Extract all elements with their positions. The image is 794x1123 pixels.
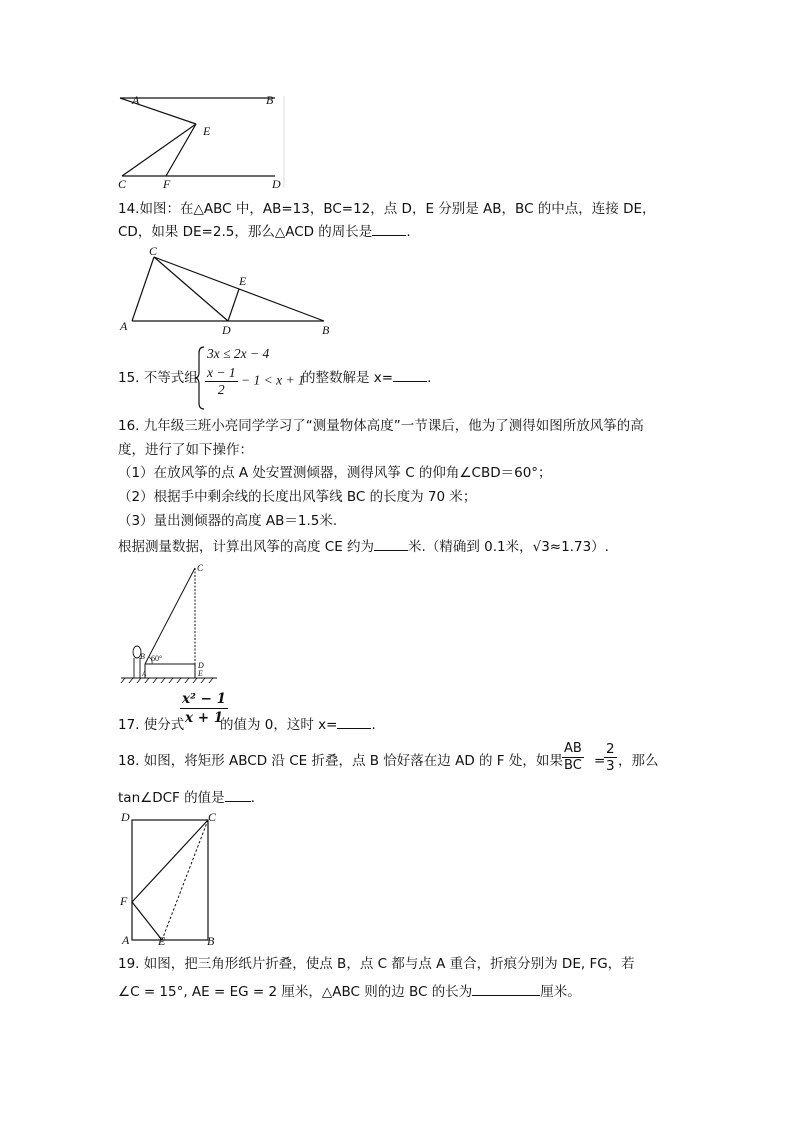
label-D: D	[222, 323, 231, 337]
q17-prefix: 17. 使分式	[118, 717, 185, 733]
q18-frac1-num: AB	[564, 741, 582, 756]
label-C: C	[197, 563, 204, 573]
q16-line-last-end: 米.（精确到 0.1米，√3≈1.73）.	[408, 539, 609, 555]
q16-step3: （3）量出测倾器的高度 AB＝1.5米.	[118, 513, 338, 529]
label-A: A	[120, 319, 128, 333]
q17-num: x² − 1	[182, 691, 227, 707]
angle-60: 60°	[151, 654, 163, 663]
label-D: D	[272, 177, 281, 191]
q18-eq: =	[594, 753, 606, 769]
label-E: E	[203, 124, 211, 138]
label-D: D	[198, 661, 204, 670]
q18-line2	[118, 789, 255, 807]
q16-line-last	[118, 538, 609, 556]
figure-q18	[112, 808, 227, 948]
label-A: A	[132, 93, 140, 107]
q18-frac2-den: 3	[606, 758, 615, 774]
q16-step2: （2）根据手中剩余线的长度出风筝线 BC 的长度为 70 米；	[118, 489, 477, 505]
q16-line2: 度，进行了如下操作：	[118, 442, 253, 458]
label-B: B	[207, 934, 215, 948]
q15-ineq2-den: 2	[217, 382, 225, 397]
q14-line2-text: CD，如果 DE=2.5，那么△ACD 的周长是	[118, 224, 373, 240]
q19-line2-end: 厘米。	[540, 984, 581, 1000]
figure-q13	[110, 90, 300, 192]
answer-blank-q16[interactable]	[374, 538, 408, 551]
q15-ineq1: 3x ≤ 2x − 4	[207, 346, 270, 361]
q18-line1-suffix: ，那么	[618, 753, 659, 769]
q17-end: .	[371, 717, 376, 733]
q17-mid	[220, 716, 376, 734]
q18-line2-text: tan∠DCF 的值是	[118, 790, 225, 806]
q18-fraction-2	[604, 741, 617, 774]
q16-step1: （1）在放风筝的点 A 处安置测倾器，测得风筝 C 的仰角∠CBD＝60°；	[118, 465, 552, 481]
label-A: A	[122, 933, 130, 947]
answer-blank-q15[interactable]	[393, 369, 427, 382]
label-E: E	[158, 934, 166, 948]
label-E: E	[239, 274, 247, 288]
q15-suffix	[302, 369, 431, 387]
label-F: F	[120, 894, 128, 908]
q19-line1: 19. 如图，把三角形纸片折叠，使点 B，点 C 都与点 A 重合，折痕分别为 DE, FG，若	[118, 956, 635, 972]
q14-line2	[118, 223, 411, 241]
q18-frac1-den: BC	[564, 758, 582, 773]
q15-ineq2	[205, 365, 305, 398]
q14-line1: 14.如图：在△ABC 中，AB=13，BC=12，点 D，E 分别是 AB，BC 的中点，连接 DE，	[118, 201, 656, 217]
q19-line2-text: ∠C = 15°, AE = EG = 2 厘米，△ABC 则的边 BC 的长为	[118, 984, 473, 1000]
figure-q14	[112, 245, 342, 340]
q15-end: .	[427, 370, 432, 386]
q18-line1-prefix: 18. 如图，将矩形 ABCD 沿 CE 折叠，点 B 恰好落在边 AD 的 F 处，如果	[118, 753, 563, 769]
answer-blank-q18[interactable]	[225, 789, 251, 802]
q19-line2	[118, 983, 581, 1001]
q18-line1	[118, 752, 563, 770]
figure-q16	[115, 560, 225, 685]
label-C: C	[118, 177, 127, 191]
q18-line2-end: .	[250, 790, 255, 806]
answer-blank-q19[interactable]	[472, 983, 540, 996]
label-D: D	[121, 810, 130, 824]
q14-line2-end: .	[406, 224, 411, 240]
label-B: B	[266, 93, 274, 107]
q15-suffix-text: 的整数解是 x=	[302, 370, 394, 386]
q15-prefix: 15. 不等式组	[118, 370, 198, 386]
label-B: B	[322, 323, 330, 337]
q17-den: x + 1	[184, 710, 224, 726]
answer-blank-q17[interactable]	[337, 716, 371, 729]
label-F: F	[163, 177, 171, 191]
q17-mid-text: 的值为 0，这时 x=	[220, 717, 338, 733]
label-A: A	[142, 670, 147, 678]
q15-ineq2-num: x − 1	[207, 365, 236, 380]
q16-line1: 16. 九年级三班小亮同学学习了“测量物体高度”一节课后，他为了测得如图所放风筝的高	[118, 418, 644, 434]
answer-blank-q14[interactable]	[372, 223, 406, 236]
label-C: C	[208, 810, 217, 824]
label-E: E	[198, 669, 203, 678]
q16-line-last-text: 根据测量数据，计算出风筝的高度 CE 约为	[118, 539, 375, 555]
q18-fraction-1	[562, 741, 584, 774]
label-C: C	[149, 245, 158, 258]
label-B: B	[140, 652, 145, 661]
q15-ineq2-rest: − 1 < x + 1	[240, 372, 305, 388]
q18-frac2-num: 2	[606, 741, 615, 757]
